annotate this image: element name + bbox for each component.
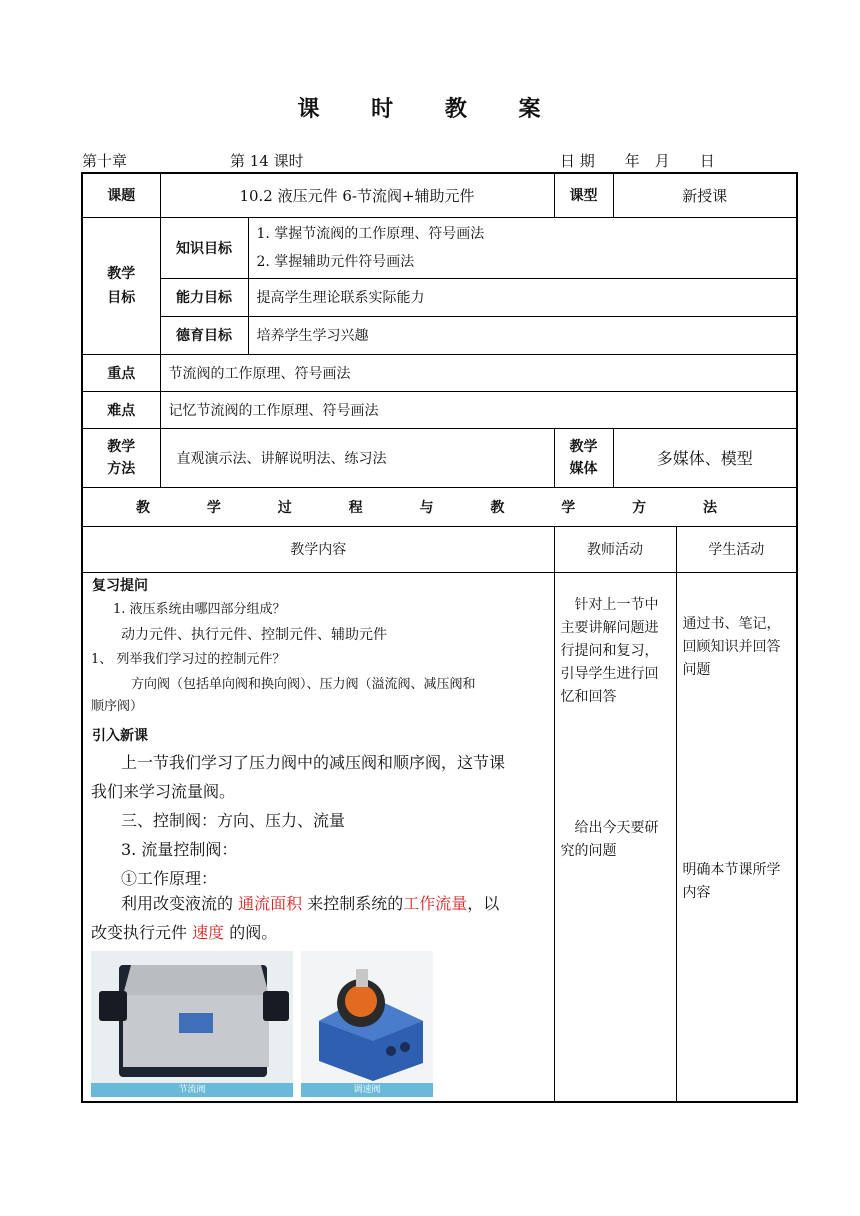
highlight-flow: 工作流量 bbox=[403, 893, 468, 913]
highlight-speed: 速度 bbox=[192, 922, 225, 942]
col-content-header: 教学内容 bbox=[82, 526, 554, 572]
student-activity-cell bbox=[676, 572, 797, 1102]
knowledge-item: 1. 掌握节流阀的工作原理、符号画法 bbox=[256, 225, 485, 242]
key-point: 节流阀的工作原理、符号画法 bbox=[160, 354, 797, 391]
definition-text: ，以 bbox=[467, 893, 500, 913]
chapter-label: 第十章 bbox=[82, 152, 128, 170]
student-activity-2: 明确本节课所学内容 bbox=[682, 861, 781, 901]
review-question-1: 1. 液压系统由哪四部分组成？ bbox=[113, 601, 286, 617]
photo-caption: 调速阀 bbox=[301, 1083, 433, 1097]
review-answer-2: 方向阀（包括单向阀和换向阀）、压力阀（溢流阀、减压阀和 bbox=[131, 676, 476, 692]
intro-paragraph: 上一节我们学习了压力阀中的减压阀和顺序阀，这节课 bbox=[121, 752, 506, 772]
control-valve-line: 三、控制阀：方向、压力、流量 bbox=[121, 810, 346, 830]
difficulty-label: 难点 bbox=[82, 391, 160, 428]
knowledge-item: 2. 掌握辅助元件符号画法 bbox=[256, 253, 415, 270]
definition-text: 的阀。 bbox=[224, 922, 278, 942]
review-answer-1: 动力元件、执行元件、控制元件、辅助元件 bbox=[121, 626, 387, 643]
method-label: 教学 方法 bbox=[82, 428, 160, 487]
highlight-area: 通流面积 bbox=[238, 893, 303, 913]
teacher-activity-1: 针对上一节中主要讲解问题进行提问和复习，引导学生进行回忆和回答 bbox=[560, 596, 659, 705]
media-value: 多媒体、模型 bbox=[613, 428, 797, 487]
intro-paragraph-cont: 我们来学习流量阀。 bbox=[91, 781, 236, 801]
type-label: 课型 bbox=[554, 173, 613, 217]
definition-text: 来控制系统的 bbox=[302, 893, 404, 913]
flow-valve-line: 3. 流量控制阀： bbox=[121, 839, 238, 859]
lesson-content-cell bbox=[82, 572, 554, 1102]
speed-valve-photo bbox=[301, 951, 433, 1097]
speed-valve-illustration bbox=[301, 951, 433, 1083]
review-heading: 复习提问 bbox=[92, 577, 148, 594]
knowledge-goals bbox=[248, 217, 797, 278]
throttle-valve-illustration bbox=[91, 951, 293, 1083]
difficulty: 记忆节流阀的工作原理、符号画法 bbox=[160, 391, 797, 428]
teacher-activity-cell bbox=[554, 572, 676, 1102]
moral-label: 德育目标 bbox=[160, 316, 248, 354]
type-value: 新授课 bbox=[613, 173, 797, 217]
col-student-header: 学生活动 bbox=[676, 526, 797, 572]
media-label: 教学 媒体 bbox=[554, 428, 613, 487]
definition-text: 利用改变液流的 bbox=[121, 893, 239, 913]
ability-goal: 提高学生理论联系实际能力 bbox=[248, 278, 797, 316]
ability-label: 能力目标 bbox=[160, 278, 248, 316]
review-answer-2-cont: 顺序阀） bbox=[91, 698, 144, 714]
definition-text: 改变执行元件 bbox=[91, 922, 193, 942]
knowledge-label: 知识目标 bbox=[160, 217, 248, 278]
photo-caption: 节流阀 bbox=[91, 1083, 293, 1097]
process-title: 教 学 过 程 与 教 学 方 法 bbox=[82, 487, 797, 526]
lesson-plan-table bbox=[81, 172, 798, 1103]
moral-goal: 培养学生学习兴趣 bbox=[248, 316, 797, 354]
key-point-label: 重点 bbox=[82, 354, 160, 391]
date-label: 日 期 年 月 日 bbox=[560, 152, 715, 170]
intro-heading: 引入新课 bbox=[92, 727, 148, 744]
throttle-valve-photo bbox=[91, 951, 293, 1097]
topic-label: 课题 bbox=[82, 173, 160, 217]
col-teacher-header: 教师活动 bbox=[554, 526, 676, 572]
page-title: 课 时 教 案 bbox=[297, 96, 563, 122]
goals-label: 教学 目标 bbox=[82, 217, 160, 354]
method-value: 直观演示法、讲解说明法、练习法 bbox=[160, 428, 554, 487]
review-question-2: 1、 列举我们学习过的控制元件？ bbox=[91, 651, 286, 667]
topic-value: 10.2 液压元件 6-节流阀+辅助元件 bbox=[160, 173, 554, 217]
student-activity-1: 通过书、笔记，回顾知识并回答问题 bbox=[682, 615, 781, 678]
definition-line-cont bbox=[91, 918, 277, 947]
lesson-label: 第 14 课时 bbox=[230, 152, 304, 170]
principle-line: ①工作原理： bbox=[121, 868, 218, 888]
definition-line bbox=[121, 889, 499, 918]
teacher-activity-2: 给出今天要研究的问题 bbox=[560, 819, 659, 859]
